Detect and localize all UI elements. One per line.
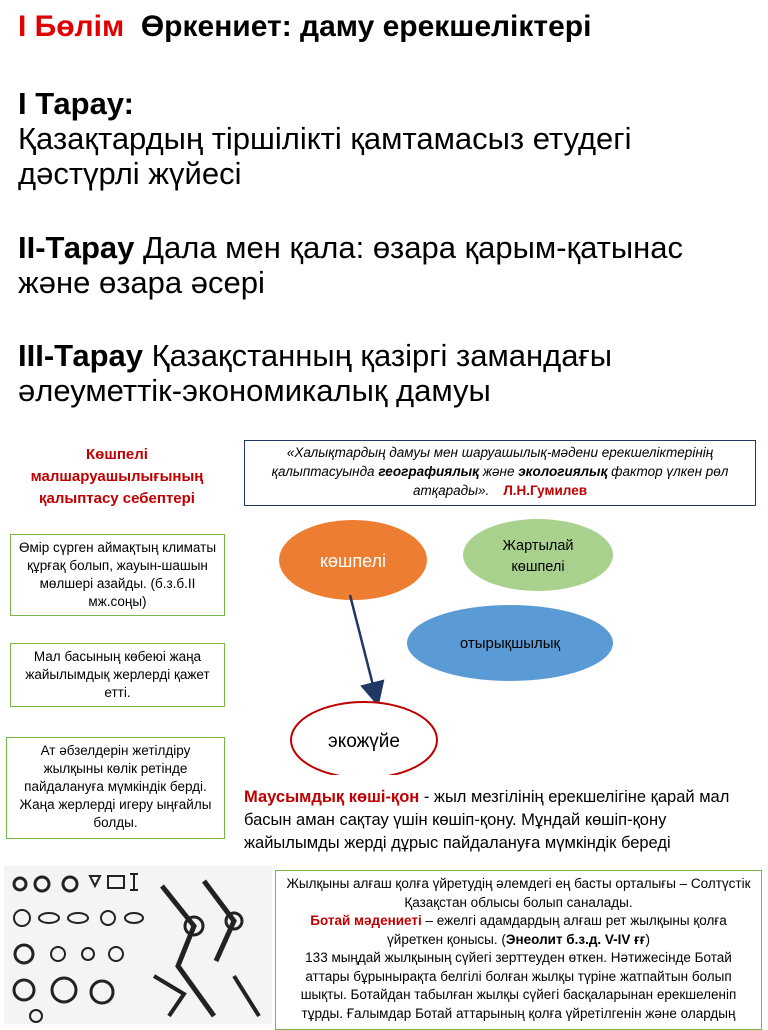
reason-pastures-text: Мал басының көбеюі жаңа жайылымдық жерлерді қажет етті. — [25, 649, 210, 700]
reason-box-pastures — [10, 643, 225, 707]
chapter-1 — [18, 86, 758, 191]
chapter-3-label: III-Тарау — [18, 338, 143, 373]
seasonal-migration-text — [244, 786, 760, 855]
page-title — [18, 10, 591, 44]
ecosystem-label: экожүйе — [328, 731, 400, 752]
chapter-1-line1: Қазақтардың тіршілікті қамтамасыз етудегі — [18, 121, 632, 156]
semi-nomadic-label-2: көшпелі — [511, 559, 565, 575]
quote-ecological: экологиялық — [518, 464, 608, 479]
chapter-3 — [18, 338, 758, 408]
botai-research: 133 мыңдай жылқының сүйегі зерттеуден өткен. Нәтижесінде Ботай аттары бұрынырақта белгілі болған жылқы түріне жатпайтын болып шықты. Ботайдан табылған жылқы сүйегі басқаларынан ерекшеленіп тұрды. Ғалымдар Ботай аттарының қолға үйретілгенін және олардың — [300, 950, 737, 1021]
reasons-title-line2: малшаруашылығының — [30, 468, 204, 485]
botai-intro: Жылқыны алғаш қолға үйретудің әлемдегі ең басты орталығы – Солтүстік Қазақстан облысы болып саналады. — [286, 876, 751, 910]
chapter-2-line1: Дала мен қала: өзара қарым-қатынас — [143, 230, 684, 265]
botai-definition: – ежелгі адамдардың алғаш рет жылқыны қолға үйреткен қонысы. ( — [387, 913, 727, 947]
reason-harness-text: Ат әбзелдерін жетілдіру жылқыны көлік ретінде пайдалануға мүмкіндік берді. — [24, 743, 207, 794]
botai-period: Энеолит б.з.д. V-IV ғғ — [505, 931, 646, 947]
quote-author: Л.Н.Гумилев — [503, 483, 587, 498]
reason-climate-text: Өмір сүрген аймақтың климаты құрғақ болып, жауын-шашын мөлшері азайды. (б.з.б.ІІ мж.соңы) — [18, 540, 217, 609]
reason-box-harness — [6, 737, 225, 839]
chapter-3-line2: әлеуметтік-экономикалық дамуы — [18, 373, 491, 408]
artifacts-illustration — [4, 866, 272, 1024]
chapter-2-line2: және өзара әсері — [18, 265, 265, 300]
botai-close-paren: ) — [645, 931, 650, 947]
semi-nomadic-label-1: Жартылай — [502, 538, 574, 554]
chapter-1-line2: дәстүрлі жүйесі — [18, 156, 242, 191]
reasons-title — [12, 444, 222, 510]
sedentary-label: отырықшылық — [459, 635, 561, 652]
seasonal-term: Маусымдық көші-қон — [244, 788, 420, 806]
chapter-2 — [18, 230, 758, 300]
reasons-title-line1: Көшпелі — [86, 446, 148, 463]
quote-text-1: «Халықтардың дамуы мен шаруашылық-мәдени ерекшеліктерінің қалыптасуында — [271, 445, 714, 479]
nomadic-to-ecosystem-arrow — [350, 595, 376, 697]
part-title: Өркениет: даму ерекшеліктері — [140, 10, 592, 43]
reason-lands-text: Жаңа жерлерді игеру ыңғайлы болды. — [19, 797, 212, 830]
quote-text-3: фактор үлкен рөл атқарады». — [413, 464, 729, 498]
gumilev-quote — [244, 440, 756, 506]
reasons-title-line3: қалыптасу себептері — [39, 490, 195, 507]
botai-term: Ботай мәдениеті — [310, 913, 422, 928]
economy-diagram — [270, 515, 620, 775]
chapter-1-label: I Тарау: — [18, 86, 134, 121]
semi-nomadic-ellipse — [463, 519, 613, 591]
reason-box-climate — [10, 534, 225, 616]
botai-culture-box — [275, 870, 762, 1030]
nomadic-label: көшпелі — [320, 551, 386, 571]
seasonal-definition: - жыл мезгілінің ерекшелігіне қарай мал басын аман сақтау үшін көшіп-қону. Мұндай көшіп-қону жайылымды жерді дұрыс пайдалануға мүмкіндік береді — [244, 788, 730, 852]
chapter-3-line1: Қазақстанның қазіргі замандағы — [151, 338, 613, 373]
chapter-2-label: II-Тарау — [18, 230, 135, 265]
quote-geographic: географиялық — [378, 464, 479, 479]
part-label: I Бөлім — [18, 10, 125, 43]
horse-harness-artifacts-icon — [4, 866, 272, 1024]
quote-text-2: және — [479, 464, 519, 479]
